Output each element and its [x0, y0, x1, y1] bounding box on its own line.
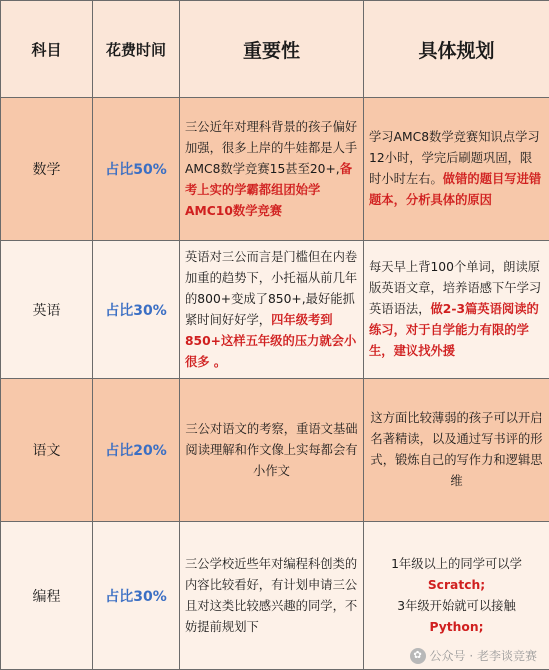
- plan-line: 1年级以上的同学可以学: [369, 554, 544, 575]
- subject-cell: 语文: [1, 379, 93, 522]
- plan-text: [364, 554, 549, 638]
- subject-cell: 数学: [1, 98, 93, 241]
- plan-cell: [364, 241, 549, 379]
- wechat-icon: ✿: [410, 648, 426, 664]
- importance-text: [180, 247, 363, 373]
- plan-text: [364, 408, 549, 492]
- text-segment: 英语对三公而言是门槛但在内卷加重的趋势下，小托福从前几年的800+变成了850+,最好能抓紧时间好好学，: [185, 250, 357, 327]
- highlight-segment: 四年级考到850+这样五年级的压力就会小很多 。: [185, 313, 356, 369]
- plan-line-highlight: Python;: [369, 617, 544, 638]
- text-segment: 这方面比较薄弱的孩子可以开启名著精读，以及通过写书评的形式，锻炼自己的写作力和逻辑思维: [370, 411, 542, 488]
- time-cell: 占比30%: [93, 241, 180, 379]
- watermark-text: 公众号 · 老李谈竞赛: [430, 647, 537, 664]
- table-row: [1, 379, 549, 522]
- importance-text: [180, 419, 363, 482]
- importance-cell: [180, 241, 364, 379]
- text-segment: 三公对语文的考察，重语文基础阅读理解和作文像上实每都会有小作文: [185, 422, 357, 478]
- watermark: [410, 647, 537, 664]
- importance-text: [180, 117, 363, 222]
- time-cell: 占比20%: [93, 379, 180, 522]
- importance-cell: [180, 379, 364, 522]
- text-segment: 学习AMC8数学竞赛知识点学习12小时，学完后刷题巩固，限时小时左右。: [369, 130, 540, 186]
- importance-cell: [180, 522, 364, 670]
- text-segment: 每天早上背100个单词，朗读原版英语文章，培养语感下午学习英语语法，: [369, 260, 541, 316]
- subject-cell: 英语: [1, 241, 93, 379]
- header-importance: 重要性: [180, 1, 364, 98]
- importance-text: [180, 554, 363, 638]
- text-segment: 三公学校近些年对编程科创类的内容比较看好，有计划申请三公且对这类比较感兴趣的同学，不妨提前规划下: [185, 557, 357, 634]
- text-segment: 三公近年对理科背景的孩子偏好加强，很多上岸的牛娃都是人手AMC8数学竞赛15甚至20+,: [185, 120, 357, 176]
- highlight-segment: 备考上实的学霸都组团始学AMC10数学竞赛: [185, 162, 352, 218]
- plan-line-highlight: Scratch;: [369, 575, 544, 596]
- highlight-segment: 做错的题目写进错题本，分析具体的原因: [369, 172, 541, 207]
- plan-text: [364, 257, 549, 362]
- header-plan: 具体规划: [364, 1, 549, 98]
- time-cell: 占比30%: [93, 522, 180, 670]
- plan-line: 3年级开始就可以接触: [369, 596, 544, 617]
- importance-cell: [180, 98, 364, 241]
- table-row: [1, 98, 549, 241]
- plan-cell: [364, 98, 549, 241]
- table-row: [1, 241, 549, 379]
- header-time: 花费时间: [93, 1, 180, 98]
- header-subject: 科目: [1, 1, 93, 98]
- subject-cell: 编程: [1, 522, 93, 670]
- time-cell: 占比50%: [93, 98, 180, 241]
- plan-text: [364, 127, 549, 211]
- header-row: [1, 1, 549, 98]
- plan-cell: [364, 379, 549, 522]
- highlight-segment: 做2-3篇英语阅读的练习，对于自学能力有限的学生，建议找外援: [369, 302, 539, 358]
